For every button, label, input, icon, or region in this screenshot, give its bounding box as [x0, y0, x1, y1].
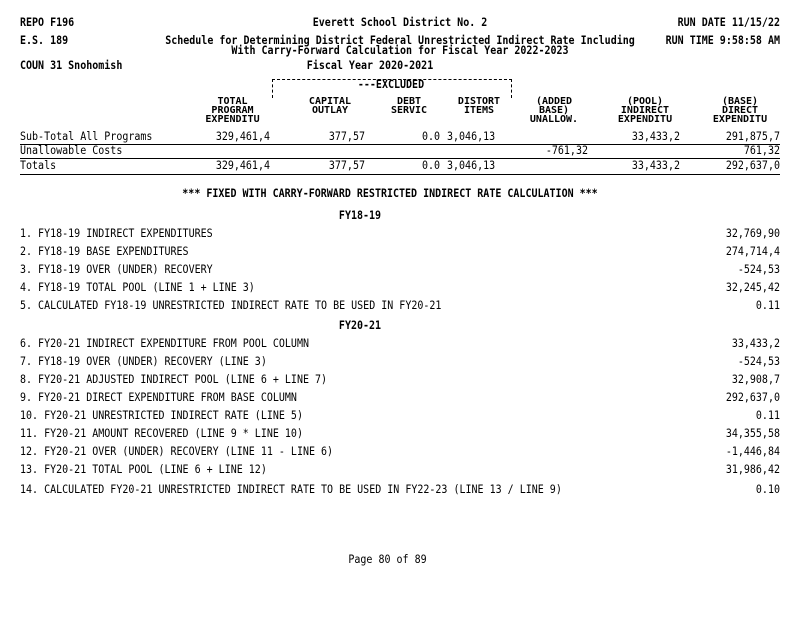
county: COUN 31 Snohomish — [20, 59, 123, 73]
section-title-fy20-21: FY20-21 — [338, 319, 382, 333]
calc-line-text: 10. FY20-21 UNRESTRICTED INDIRECT RATE (LINE 5) — [20, 409, 303, 423]
cell-distort: 3,046,13 — [447, 159, 496, 173]
calc-line-value: 32,245,42 — [725, 281, 780, 295]
cell-debt: 0.0 — [421, 130, 440, 144]
row-divider — [20, 144, 780, 145]
district-name: Everett School District No. 2 — [312, 16, 488, 30]
calc-line-text: 13. FY20-21 TOTAL POOL (LINE 6 + LINE 12) — [20, 463, 267, 477]
calc-line-text: 2. FY18-19 BASE EXPENDITURES — [20, 245, 189, 259]
calc-line-value: 31,986,42 — [725, 463, 780, 477]
calc-line-text: 1. FY18-19 INDIRECT EXPENDITURES — [20, 227, 213, 241]
col-base-direct: (BASE) DIRECT EXPENDITU — [712, 96, 768, 125]
cell-base: 292,637,0 — [725, 159, 780, 173]
cell-unallow: -761,32 — [545, 144, 588, 158]
col-pool-indirect: (POOL) INDIRECT EXPENDITU — [617, 96, 673, 125]
row-divider — [20, 158, 780, 159]
row-label: Unallowable Costs — [20, 144, 123, 158]
excluded-label: ---EXCLUDED — [357, 78, 425, 92]
cell-base: 291,875,7 — [725, 130, 780, 144]
fiscal-year: Fiscal Year 2020-2021 — [306, 59, 434, 73]
calc-line-value: 274,714,4 — [725, 245, 780, 259]
calc-line-value: 32,769,90 — [725, 227, 780, 241]
calc-line-text: 9. FY20-21 DIRECT EXPENDITURE FROM BASE COLUMN — [20, 391, 297, 405]
es-number: E.S. 189 — [20, 34, 69, 48]
cell-capital: 377,57 — [328, 130, 365, 144]
calc-line-value: 292,637,0 — [725, 391, 780, 405]
cell-pool: 33,433,2 — [631, 130, 680, 144]
calc-line-value: -524,53 — [737, 263, 780, 277]
schedule-title: Schedule for Determining District Federal Unrestricted Indirect Rate Including — [165, 34, 635, 48]
calc-line-value: -1,446,84 — [725, 445, 780, 459]
cell-total: 329,461,4 — [215, 130, 270, 144]
cell-capital: 377,57 — [328, 159, 365, 173]
row-divider — [20, 174, 780, 175]
calc-line-value: 32,908,7 — [731, 373, 780, 387]
row-label: Totals — [20, 159, 57, 173]
col-total-program: TOTAL PROGRAM EXPENDITU — [205, 96, 260, 125]
calc-line-text: 4. FY18-19 TOTAL POOL (LINE 1 + LINE 3) — [20, 281, 255, 295]
calc-line-text: 11. FY20-21 AMOUNT RECOVERED (LINE 9 * LINE 10) — [20, 427, 303, 441]
calc-line-value: 33,433,2 — [731, 337, 780, 351]
col-debt-service: DEBT SERVIC — [390, 96, 428, 116]
row-label: Sub-Total All Programs — [20, 130, 153, 144]
cell-pool: 33,433,2 — [631, 159, 680, 173]
calc-line-value: 0.10 — [755, 483, 780, 497]
cell-total: 329,461,4 — [215, 159, 270, 173]
cell-distort: 3,046,13 — [447, 130, 496, 144]
calc-line-value: 0.11 — [755, 409, 780, 423]
calc-line-text: 8. FY20-21 ADJUSTED INDIRECT POOL (LINE 6 + LINE 7) — [20, 373, 328, 387]
cell-debt: 0.0 — [421, 159, 440, 173]
calc-title: *** FIXED WITH CARRY-FORWARD RESTRICTED INDIRECT RATE CALCULATION *** — [182, 187, 598, 201]
schedule-subtitle: With Carry-Forward Calculation for Fiscal Year 2022-2023 — [231, 44, 569, 58]
run-time: RUN TIME 9:58:58 AM — [665, 34, 780, 48]
col-distort-items: DISTORT ITEMS — [457, 96, 501, 116]
cell-base: 761,32 — [743, 144, 780, 158]
calc-line-text: 14. CALCULATED FY20-21 UNRESTRICTED INDIRECT RATE TO BE USED IN FY22-23 (LINE 13 / LINE 9) — [20, 483, 562, 497]
section-title-fy18-19: FY18-19 — [338, 209, 382, 223]
calc-line-text: 3. FY18-19 OVER (UNDER) RECOVERY — [20, 263, 213, 277]
calc-line-text: 5. CALCULATED FY18-19 UNRESTRICTED INDIRECT RATE TO BE USED IN FY20-21 — [20, 299, 442, 313]
calc-line-value: -524,53 — [737, 355, 780, 369]
col-capital-outlay: CAPITAL OUTLAY — [308, 96, 352, 116]
run-date: RUN DATE 11/15/22 — [677, 16, 780, 30]
calc-line-text: 7. FY18-19 OVER (UNDER) RECOVERY (LINE 3) — [20, 355, 267, 369]
calc-line-text: 12. FY20-21 OVER (UNDER) RECOVERY (LINE 11 - LINE 6) — [20, 445, 334, 459]
calc-line-text: 6. FY20-21 INDIRECT EXPENDITURE FROM POOL COLUMN — [20, 337, 309, 351]
calc-line-value: 34,355,58 — [725, 427, 780, 441]
calc-line-value: 0.11 — [755, 299, 780, 313]
col-unallowable: (ADDED BASE) UNALLOW. — [529, 96, 579, 125]
page-number: Page 80 of 89 — [348, 553, 427, 567]
report-id: REPO F196 — [20, 16, 75, 30]
